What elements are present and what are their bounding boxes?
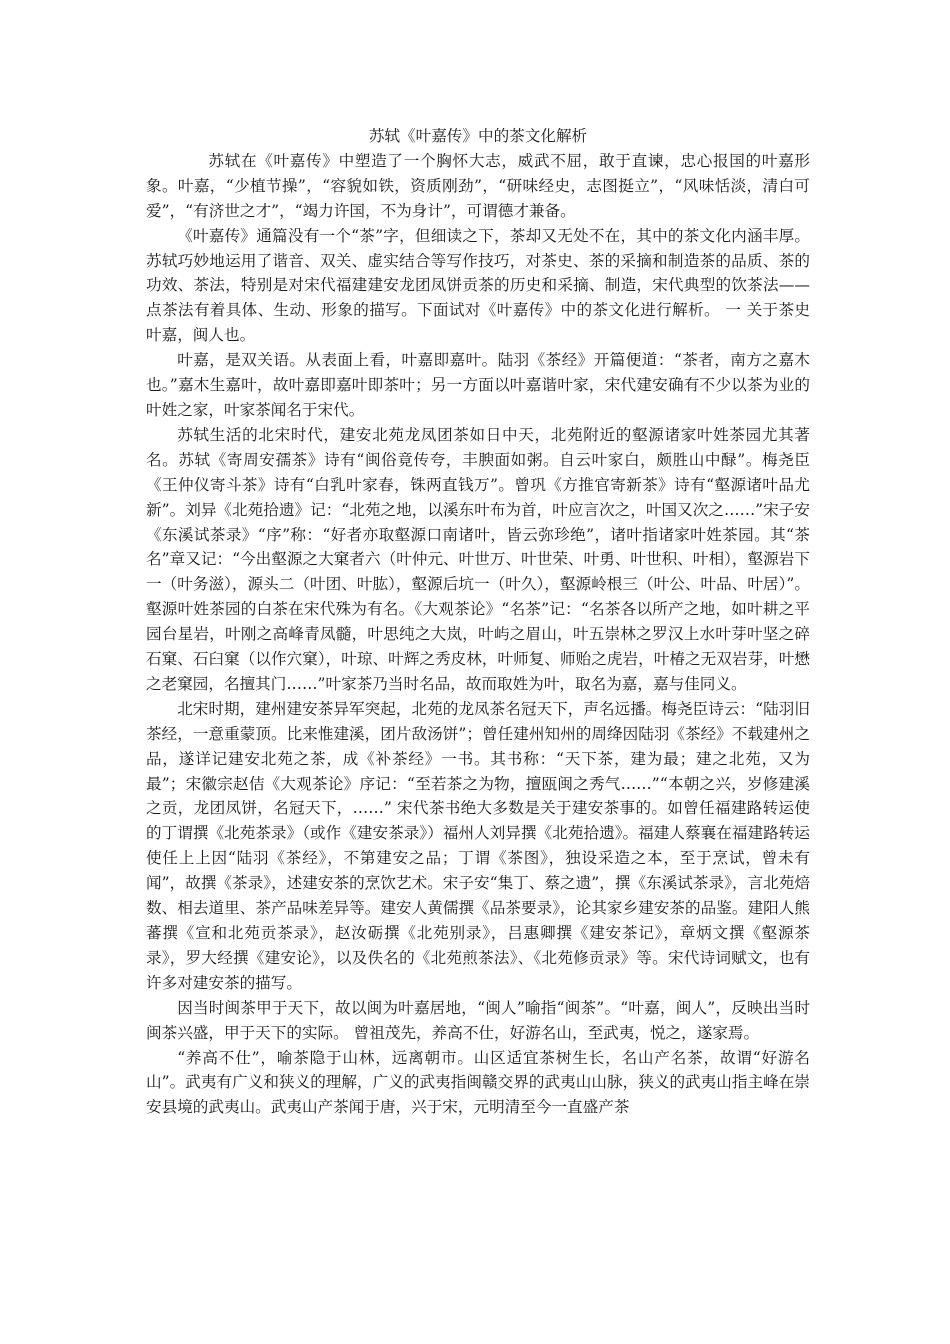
paragraph-5: 北宋时期，建州建安茶异军突起，北苑的龙凤茶名冠天下，声名远播。梅尧臣诗云：“陆羽旧茶经，一意重蒙顶。比来惟建溪，团片敌汤饼”；曾任建州知州的周绛因陆羽《茶经》不载建州之品，遂详记建安北苑之茶，成《补茶经》一书。其书称：“天下茶，建为最；建之北苑，又为最”；宋徽宗赵佶《大观茶论》序记：“至若茶之为物，擅瓯闽之秀气……”“本朝之兴，岁修建溪之贡，龙团凤饼，名冠天下，……” 宋代茶书绝大多数是关于建安茶事的。如曾任福建路转运使的丁谓撰《北苑茶录》（或作《建安茶录》）福州人刘异撰《北苑拾遗》。福建人蔡襄在福建路转运使任上上因“陆羽《茶经》，不第建安之品；丁谓《茶图》，独设采造之本，至于烹试，曾未有闻”，故撰《茶录》，述建安茶的烹饮艺术。宋子安“集丁、蔡之遗”，撰《东溪试茶录》，言北苑焙数、相去道里、茶产品味差异等。建安人黄儒撰《品茶要录》，论其家乡建安茶的品鉴。建阳人熊蕃撰《宣和北苑贡茶录》，赵汝砺撰《北苑别录》，吕惠卿撰《建安茶记》，章炳文撰《壑源茶录》，罗大经撰《建安论》，以及佚名的《北苑煎茶法》、《北苑修贡录》等。宋代诗词赋文，也有许多对建安茶的描写。 [146, 699, 810, 992]
document-page [146, 124, 810, 1120]
paragraph-3: 叶嘉，是双关语。从表面上看，叶嘉即嘉叶。陆羽《茶经》开篇便道：“茶者，南方之嘉木也。”嘉木生嘉叶，故叶嘉即嘉叶即茶叶；另一方面以叶嘉谐叶家，宋代建安确有不少以茶为业的叶姓之家，叶家茶闻名于宋代。 [146, 351, 810, 419]
paragraph-2: 《叶嘉传》通篇没有一个“茶”字，但细读之下，茶却又无处不在，其中的茶文化内涵丰厚。苏轼巧妙地运用了谐音、双关、虚实结合等写作技巧，对茶史、茶的采摘和制造茶的品质、茶的功效、茶法，特别是对宋代福建建安龙团凤饼贡茶的历史和采摘、制造，宋代典型的饮茶法——点茶法有着具体、生动、形象的描写。下面试对《叶嘉传》中的茶文化进行解析。 一 关于茶史 叶嘉，闽人也。 [146, 226, 810, 345]
paragraph-4: 苏轼生活的北宋时代，建安北苑龙凤团茶如日中天，北苑附近的壑源诸家叶姓茶园尤其著名。苏轼《寄周安孺茶》诗有“闽俗竟传夸，丰腴面如粥。自云叶家白，颇胜山中醁”。梅尧臣《王仲仪寄斗茶》诗有“白乳叶家春，铢两直钱万”。曾巩《方推官寄新茶》诗有“壑源诸叶品尤新”。刘异《北苑拾遗》记：“北苑之地，以溪东叶布为首，叶应言次之，叶国又次之……”宋子安《东溪试茶录》“序”称：“好者亦取壑源口南诸叶，皆云弥珍绝”，诸叶指诸家叶姓茶园。其“茶名”章又记：“今出壑源之大窠者六（叶仲元、叶世万、叶世荣、叶勇、叶世积、叶相），壑源岩下一（叶务滋），源头二（叶团、叶肱），壑源后坑一（叶久），壑源岭根三（叶公、叶品、叶居）”。壑源叶姓茶园的白茶在宋代殊为有名。《大观茶论》“名茶”记：“名茶各以所产之地，如叶耕之平园台星岩，叶刚之高峰青凤髓，叶思纯之大岚，叶屿之眉山，叶五崇林之罗汉上水叶芽叶坚之碎石窠、石臼窠（以作穴窠），叶琼、叶辉之秀皮林，叶师复、师贻之虎岩，叶椿之无双岩芽，叶懋之老窠园，名擅其门……”叶家茶乃当时名品，故而取姓为叶，取名为嘉，嘉与佳同义。 [146, 425, 810, 693]
paragraph-6: 因当时闽茶甲于天下，故以闽为叶嘉居地，“闽人”喻指“闽茶”。“叶嘉，闽人”，反映出当时闽茶兴盛，甲于天下的实际。 曾祖茂先，养高不仕，好游名山，至武夷，悦之，遂家焉。 [146, 998, 810, 1042]
paragraph-7: “养高不仕”，喻茶隐于山林，远离朝市。山区适宜茶树生长，名山产名茶，故谓“好游名山”。武夷有广义和狭义的理解，广义的武夷指闽赣交界的武夷山山脉，狭义的武夷山指主峰在崇安县境的武夷山。武夷山产茶闻于唐，兴于宋，元明清至今一直盛产茶 [146, 1048, 810, 1117]
paragraph-1: 苏轼在《叶嘉传》中塑造了一个胸怀大志，威武不屈，敢于直谏，忠心报国的叶嘉形象。叶嘉，“少植节操”，“容貌如铁，资质刚劲”，“研味经史，志图挺立”，“风味恬淡，清白可爱”，“有济世之才”，“竭力许国，不为身计”，可谓德才兼备。 [146, 151, 810, 220]
document-title: 苏轼《叶嘉传》中的茶文化解析 [368, 127, 588, 145]
